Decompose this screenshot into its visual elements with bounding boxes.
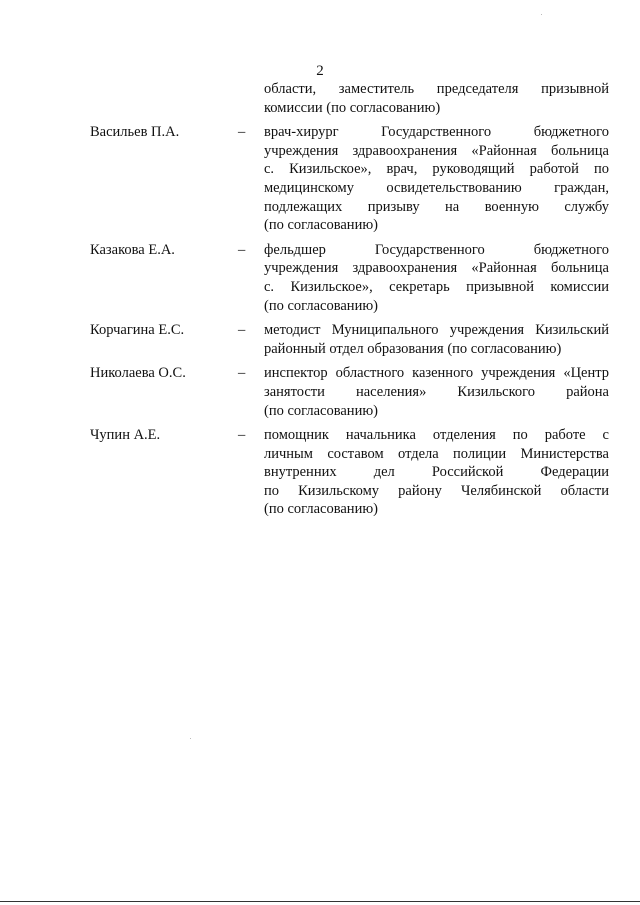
dash-separator: – bbox=[238, 365, 246, 382]
list-item bbox=[0, 426, 640, 519]
description-line: фельдшер Государственного бюджетного bbox=[264, 241, 609, 258]
list-item bbox=[0, 364, 640, 420]
description-line: (по согласованию) bbox=[264, 402, 378, 419]
dash-separator: – bbox=[238, 322, 246, 339]
description-line: с. Кизильское», секретарь призывной комиссии bbox=[264, 278, 609, 295]
dash-separator: – bbox=[238, 427, 246, 444]
description-line: учреждения здравоохранения «Районная больница bbox=[264, 260, 609, 277]
scan-edge-line bbox=[0, 901, 640, 902]
description-line: методист Муниципального учреждения Кизильский bbox=[264, 322, 609, 339]
description-line: внутренних дел Российской Федерации bbox=[264, 464, 609, 481]
member-description bbox=[264, 80, 609, 117]
member-name: Казакова Е.А. bbox=[90, 241, 175, 258]
description-line: личным составом отдела полиции Министерства bbox=[264, 445, 609, 462]
list-item bbox=[0, 321, 640, 358]
description-line: учреждения здравоохранения «Районная больница bbox=[264, 142, 609, 159]
list-item-continuation bbox=[0, 80, 640, 117]
scan-speck bbox=[541, 14, 542, 15]
description-line: (по согласованию) bbox=[264, 297, 378, 314]
commission-members-list bbox=[0, 80, 640, 525]
page-number: 2 bbox=[316, 63, 324, 79]
member-name: Чупин А.Е. bbox=[90, 427, 161, 444]
member-name: Корчагина Е.С. bbox=[90, 322, 185, 339]
description-line: медицинскому освидетельствованию граждан, bbox=[264, 179, 609, 196]
member-name: Васильев П.А. bbox=[90, 124, 180, 141]
description-line: (по согласованию) bbox=[264, 217, 378, 234]
dash-separator: – bbox=[238, 124, 246, 141]
scan-speck bbox=[190, 738, 191, 739]
member-description bbox=[264, 241, 609, 315]
description-line: области, заместитель председателя призывной bbox=[264, 81, 609, 97]
member-description bbox=[264, 321, 609, 358]
description-line: комиссии (по согласованию) bbox=[264, 99, 441, 116]
description-line: по Кизильскому району Челябинской области bbox=[264, 482, 609, 499]
dash-separator: – bbox=[238, 241, 246, 258]
member-description bbox=[264, 364, 609, 420]
member-name: Николаева О.С. bbox=[90, 365, 186, 382]
description-line: помощник начальника отделения по работе с bbox=[264, 427, 609, 444]
description-line: (по согласованию) bbox=[264, 501, 378, 518]
member-description bbox=[264, 123, 609, 235]
description-line: районный отдел образования (по согласованию) bbox=[264, 340, 562, 357]
list-item bbox=[0, 241, 640, 315]
description-line: подлежащих призыву на военную службу bbox=[264, 198, 609, 215]
list-item bbox=[0, 123, 640, 235]
description-line: инспектор областного казенного учреждения «Центр bbox=[264, 365, 609, 382]
description-line: врач-хирург Государственного бюджетного bbox=[264, 124, 609, 141]
description-line: занятости населения» Кизильского района bbox=[264, 383, 609, 400]
description-line: с. Кизильское», врач, руководящий работой по bbox=[264, 161, 609, 178]
member-description bbox=[264, 426, 609, 519]
